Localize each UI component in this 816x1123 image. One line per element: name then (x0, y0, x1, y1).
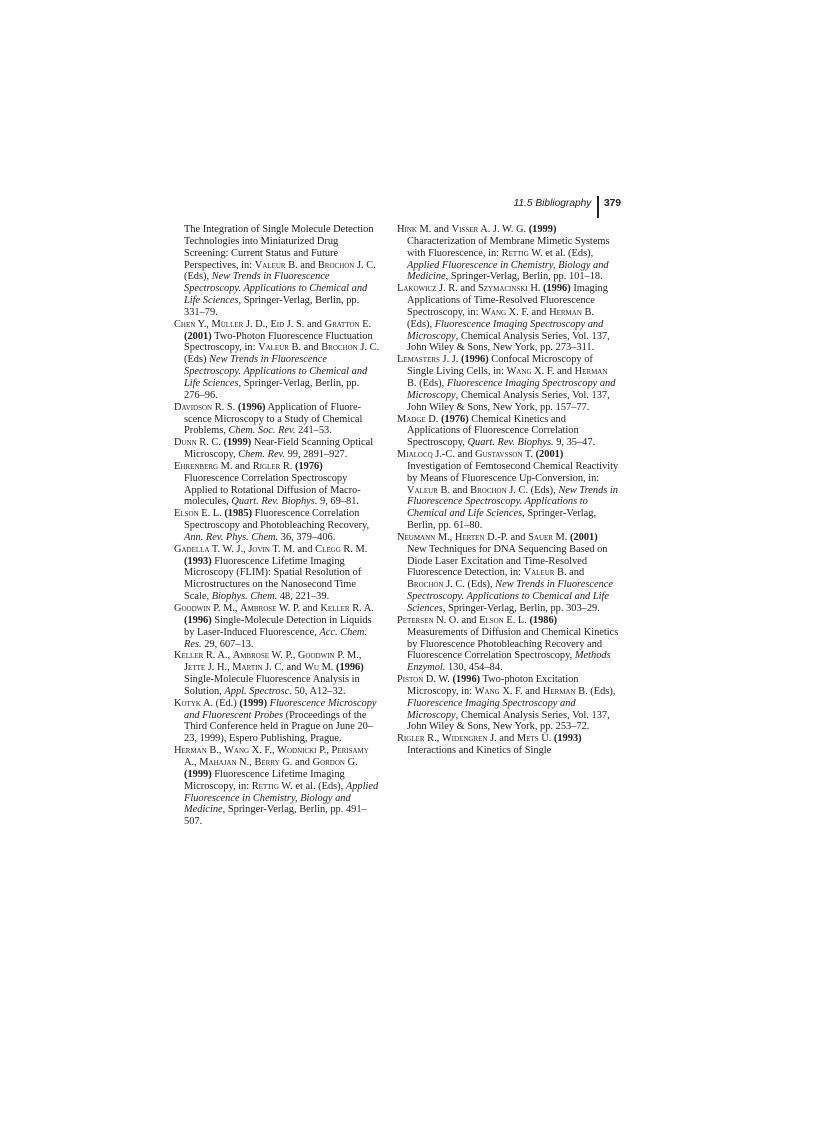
bibliography-entry (397, 283, 619, 354)
entry-text: J.-C. and (432, 449, 476, 461)
bibliography-entry (397, 615, 619, 674)
entry-text: Application of Fluore-scence Microscopy to a Study of Chemical Problems, (184, 401, 363, 437)
entry-text: J. C. (Eds), (184, 259, 376, 283)
entry-text: M. and (416, 224, 452, 235)
author-name: Petersen (397, 614, 434, 626)
author-name: Dunn (174, 437, 197, 449)
entry-text: 130, 454–84. (445, 662, 503, 674)
entry-text: Near-Field Scanning Optical Microscopy, (184, 437, 374, 461)
entry-text: , Springer-Verlag, Berlin, pp. 276–96. (184, 377, 360, 401)
entry-text: H. (527, 283, 544, 295)
author-name: Gadella (174, 543, 210, 555)
entry-text: J. C. (Eds) (184, 342, 380, 366)
entry-text: J. C. (Eds), (506, 484, 559, 496)
entry-text: J. D., (243, 318, 271, 330)
year: (1996) (461, 354, 489, 366)
author-name: Gordon (312, 756, 345, 768)
entry-text: New Techniques for DNA Sequencing Based on Diode Laser Excitation and Time-Resolved Fluorescence Detection, in: (407, 543, 608, 579)
author-name: Keller (320, 603, 350, 614)
entry-text: J. C. (Eds), (443, 579, 496, 591)
year: (1993) (184, 555, 212, 567)
entry-text: Investigation of Femtosecond Chemical Reactivity by Means of Fluorescence Up-Conversion, in: (407, 460, 619, 484)
bibliography-entry (174, 437, 380, 461)
publication-title: Chem. Soc. Rev. (228, 425, 296, 437)
author-name: Wang (506, 366, 532, 378)
publication-title: Chem. Rev. (238, 449, 285, 461)
entry-text: P., (316, 745, 332, 757)
publication-title: Fluorescence Imaging Spectroscopy and Microscopy (407, 697, 576, 721)
entry-text: J. C. and (262, 662, 305, 674)
entry-text: D. (425, 413, 441, 425)
bibliography-entry (174, 544, 380, 603)
publication-title: Fluorescence Imaging Spectroscopy and Microscopy (407, 318, 604, 342)
entry-text: 9, 69–81. (317, 496, 359, 508)
bibliography-entry (174, 461, 380, 508)
publication-title: Methods Enzymol. (407, 650, 611, 674)
bibliography-right-column (397, 224, 619, 757)
entry-text: J. R. and (436, 283, 478, 295)
bibliography-entry (397, 449, 619, 532)
author-name: Jette (184, 662, 206, 674)
author-name: Herman (542, 685, 576, 697)
entry-text: M. (552, 531, 570, 543)
author-name: Rigler (397, 733, 425, 745)
entry-text: N., (236, 756, 255, 768)
publication-title: New Trends in Fluorescence Spectroscopy. Applications to Chemical and Life Sciences (184, 354, 368, 389)
entry-text: J. J. (439, 354, 461, 366)
bibliography-entry (174, 319, 380, 402)
entry-text: , Chemical Analysis Series, Vol. 137, John Wiley & Sons, New York, pp. 253–72. (407, 709, 610, 733)
entry-text: Two-Photon Fluorescence Fluctuation Spectroscopy, in: (184, 330, 373, 354)
publication-title: New Trends in Fluorescence Spectroscopy. Applications to Chemical and Life Sciences (407, 579, 614, 614)
entry-text: A. (Ed.) (200, 697, 240, 709)
entry-text: J. and (487, 733, 517, 745)
entry-text: The Integration of Single Molecule Detection Technologies into Miniaturized Drug Screening: Current Status and Future Perspectives, in: (184, 224, 374, 271)
author-name: Madge (397, 413, 426, 425)
author-name: Mahajan (199, 756, 237, 768)
entry-text: R. (280, 460, 295, 472)
author-name: Widengren (441, 733, 488, 745)
publication-title: Appl. Spectrosc. (224, 685, 292, 697)
entry-text: Single-Molecule Detection in Liquids by Laser-Induced Fluorescence, (184, 614, 372, 638)
entry-text: E. L. (198, 508, 225, 520)
entry-text: Interactions and Kinetics of Single (407, 745, 552, 757)
author-name: Mialocq (397, 449, 433, 461)
entry-text: J. H., (205, 662, 233, 674)
author-name: Lakowicz (397, 283, 437, 295)
entry-text: A., (184, 756, 200, 768)
entry-text: , Springer-Verlag, Berlin, pp. 61–80. (407, 508, 597, 532)
entry-text: 9, 35–47. (553, 437, 596, 449)
author-name: Valeur (258, 342, 289, 354)
bibliography-left-column (174, 224, 380, 828)
entry-text: E. (359, 318, 372, 330)
year: (1976) (295, 460, 323, 472)
page-number: 379 (604, 198, 621, 209)
entry-text: B. (Eds), (407, 306, 595, 330)
entry-text: , Springer-Verlag, Berlin, pp. 331–79. (184, 295, 360, 318)
year: (1976) (440, 413, 469, 425)
entry-text: J. S. and (284, 318, 325, 330)
author-name: Jovin (248, 543, 270, 555)
year: (1999) (239, 697, 268, 709)
author-name: Rettig (251, 780, 279, 792)
year: (1986) (529, 614, 558, 626)
entry-text: P. M., (334, 650, 362, 662)
entry-text: R. M. (340, 543, 368, 555)
bibliography-entry (174, 224, 380, 319)
bibliography-entry (397, 532, 619, 615)
entry-text: , Springer-Verlag, Berlin, pp. 101–18. (445, 271, 603, 283)
author-name: Ambrose (240, 603, 277, 614)
entry-text: G. (344, 756, 358, 768)
entry-text: E. L. (503, 614, 530, 626)
year: (1996) (452, 674, 481, 686)
author-name: Sauer (528, 531, 553, 543)
year: (1999) (184, 768, 212, 780)
entry-text: D. W. (423, 674, 453, 686)
author-name: Gustavsson (475, 449, 523, 461)
entry-text: W. et al. (Eds), (528, 247, 594, 259)
author-name: Gratton (324, 318, 360, 330)
entry-text: , Springer-Verlag, Berlin, pp. 491–507. (184, 804, 367, 828)
author-name: Chen (174, 318, 196, 330)
entry-text: Two-photon Excitation Microscopy, in: (407, 674, 579, 697)
bibliography-entry (397, 224, 619, 283)
author-name: Brochon (470, 484, 507, 496)
entry-text: R. S. (212, 401, 238, 413)
author-name: Eid (270, 318, 285, 330)
author-name: Wang (474, 685, 500, 697)
year: (1996) (184, 614, 212, 626)
entry-text: B. (Eds), (407, 377, 447, 389)
author-name: Herman (549, 306, 582, 318)
bibliography-entry (397, 733, 619, 757)
running-header (513, 196, 621, 222)
entry-text: M., (435, 531, 455, 543)
entry-text: D.-P. and (484, 531, 529, 543)
entry-text: Single-Molecule Fluorescence Analysis in Solution, (184, 674, 360, 697)
author-name: Piston (397, 674, 424, 686)
entry-text: A. J. W. G. (478, 224, 529, 235)
author-name: Herman (574, 366, 608, 378)
entry-text: R. C. (196, 437, 224, 449)
entry-text: B. and (285, 259, 318, 271)
year: (2001) (184, 330, 212, 342)
year: (1996) (543, 283, 571, 295)
bibliography-entry (174, 402, 380, 438)
author-name: Perisamy (331, 745, 369, 757)
entry-text: T. M. and (269, 543, 316, 555)
publication-title: Applied Fluorescence in Chemistry, Biology and Medicine (184, 780, 379, 816)
author-name: Valeur (523, 567, 555, 579)
author-name: Herman (174, 745, 207, 757)
entry-text: B. (Eds), (575, 685, 616, 697)
author-name: Berry (254, 756, 280, 768)
author-name: Rigler (252, 460, 281, 472)
entry-text: 99, 2891–927. (285, 449, 348, 461)
bibliography-entry (174, 650, 380, 697)
entry-text: B., (206, 745, 225, 757)
entry-text: 241–53. (295, 425, 332, 437)
entry-text: B. and (437, 484, 471, 496)
author-name: Visser (451, 224, 479, 235)
author-name: Brochon (321, 342, 358, 354)
entry-text: Ü. (538, 733, 554, 745)
entry-text: Chemical Kinetics and Applications of Fluorescence Correlation Spectroscopy, (407, 413, 579, 449)
year: (1996) (237, 401, 266, 413)
entry-text: W. P., (269, 650, 298, 662)
author-name: Kotyk (174, 697, 201, 709)
entry-text: Confocal Microscopy of Single Living Cells, in: (407, 354, 593, 378)
bibliography-entry (174, 603, 380, 650)
entry-text: , Springer-Verlag, Berlin, pp. 303–29. (442, 603, 600, 614)
author-name: Keller (174, 650, 204, 662)
author-name: Wodnicki (277, 745, 317, 757)
bibliography-entry (174, 745, 380, 828)
bibliography-entry (174, 508, 380, 544)
year: (1996) (336, 662, 364, 674)
entry-text: , Chemical Analysis Series, Vol. 137, John Wiley & Sons, New York, pp. 157–77. (407, 389, 610, 413)
author-name: Hink (397, 224, 417, 235)
author-name: Lemasters (397, 354, 440, 366)
entry-text: Fluorescence Correlation Spectroscopy and Photobleaching Recovery, (184, 508, 370, 532)
publication-title: New Trends in Fluorescence Spectroscopy. Applications to Chemical and Life Sciences (184, 271, 368, 307)
entry-text: T. W. J., (209, 543, 249, 555)
entry-text: Fluorescence Lifetime Imaging Microscopy, in: (184, 768, 345, 792)
bibliography-entry (397, 414, 619, 450)
entry-text: Y., (195, 318, 212, 330)
year: (2001) (570, 531, 598, 543)
entry-text: 36, 379–406. (278, 531, 336, 543)
entry-text: 48, 221–39. (277, 591, 330, 603)
entry-text: Fluorescence Lifetime Imaging Microscopy (FLIM): Spatial Resolution of Microstructures on the Nanosecond Time Scale, (184, 555, 362, 603)
author-name: Brochon (317, 259, 355, 271)
entry-text: M. and (218, 460, 253, 472)
author-name: Clegg (315, 543, 341, 555)
publication-title: Acc. Chem. Res. (184, 626, 367, 650)
entry-text: W. et al. (Eds), (278, 780, 346, 792)
author-name: Goodwin (297, 650, 335, 662)
author-name: Neumann (397, 531, 436, 543)
author-name: Elson (479, 614, 504, 626)
entry-text: W. P. and (276, 603, 321, 614)
entry-text: B. and (288, 342, 322, 354)
author-name: Wang (224, 745, 250, 757)
author-name: Ambrose (232, 650, 270, 662)
entry-text: X. F. and (531, 366, 575, 378)
author-name: Rettig (501, 247, 529, 259)
year: (1999) (223, 437, 252, 449)
entry-text: 50, A12–32. (291, 685, 346, 697)
entry-text: Fluorescence Correlation Spectroscopy Applied to Rotational Diffusion of Macro-molecules, (184, 472, 361, 508)
author-name: Elson (174, 508, 199, 520)
publication-title: Fluorescence Microscopy and Fluorescent Probes (184, 697, 377, 721)
author-name: Mets (516, 733, 539, 745)
bibliography-entry (397, 354, 619, 413)
year: (1993) (553, 733, 582, 745)
entry-text: G. and (279, 756, 313, 768)
entry-text: B. and (554, 567, 585, 579)
bibliography-entry (397, 674, 619, 733)
author-name: Valeur (254, 259, 286, 271)
entry-text: , Chemical Analysis Series, Vol. 137, John Wiley & Sons, New York, pp. 273–311. (407, 330, 610, 354)
entry-text: Characterization of Membrane Mimetic Systems with Fluorescence, in: (407, 235, 610, 259)
entry-text: T. (522, 449, 536, 461)
author-name: Müller (211, 318, 244, 330)
entry-text: X. F., (249, 745, 278, 757)
header-rule (597, 196, 599, 218)
entry-text: M. (318, 662, 337, 674)
author-name: Ehrenberg (174, 460, 219, 472)
author-name: Wang (481, 306, 507, 318)
year: (2001) (535, 449, 564, 461)
bibliography-entry (174, 698, 380, 745)
author-name: Szymacinski (477, 283, 528, 295)
entry-text: Measurements of Diffusion and Chemical Kinetics by Fluorescence Photobleaching Recovery and Fluorescence Correlation Spectroscopy, (407, 626, 619, 662)
author-name: Brochon (407, 579, 444, 591)
publication-title: Fluorescence Imaging Spectroscopy and Microscopy (407, 377, 616, 401)
year: (1985) (224, 508, 253, 520)
entry-text: X. F. and (506, 306, 550, 318)
publication-title: New Trends in Fluorescence Spectroscopy. Applications to Chemical and Life Sciences (407, 484, 619, 520)
entry-text: Imaging Applications of Time-Resolved Fluorescence Spectroscopy, in: (407, 283, 608, 318)
entry-text: R., (424, 733, 442, 745)
entry-text: N. O. and (433, 614, 480, 626)
entry-text: 29, 607–13. (201, 638, 254, 650)
publication-title: Quart. Rev. Biophys. (231, 496, 318, 508)
entry-text: X. F. and (499, 685, 543, 697)
year: (1999) (528, 224, 557, 235)
entry-text: R. A., (203, 650, 233, 662)
entry-text: (Proceedings of the Third Conference held in Prague on June 20–23, 1999), Espero Publishing, Prague. (184, 709, 373, 745)
entry-text: R. A. (349, 603, 374, 614)
author-name: Davidson (174, 401, 213, 413)
author-name: Valeur (407, 484, 438, 496)
publication-title: Ann. Rev. Phys. Chem. (184, 531, 279, 543)
section-title: 11.5 Bibliography (513, 198, 592, 209)
publication-title: Applied Fluorescence in Chemistry, Biology and Medicine (407, 259, 609, 283)
author-name: Martin (232, 662, 263, 674)
publication-title: Quart. Rev. Biophys. (467, 437, 554, 449)
publication-title: Biophys. Chem. (211, 591, 278, 603)
author-name: Herten (454, 531, 485, 543)
author-name: Goodwin (174, 603, 211, 614)
entry-text: P. M., (210, 603, 241, 614)
author-name: Wu (304, 662, 319, 674)
